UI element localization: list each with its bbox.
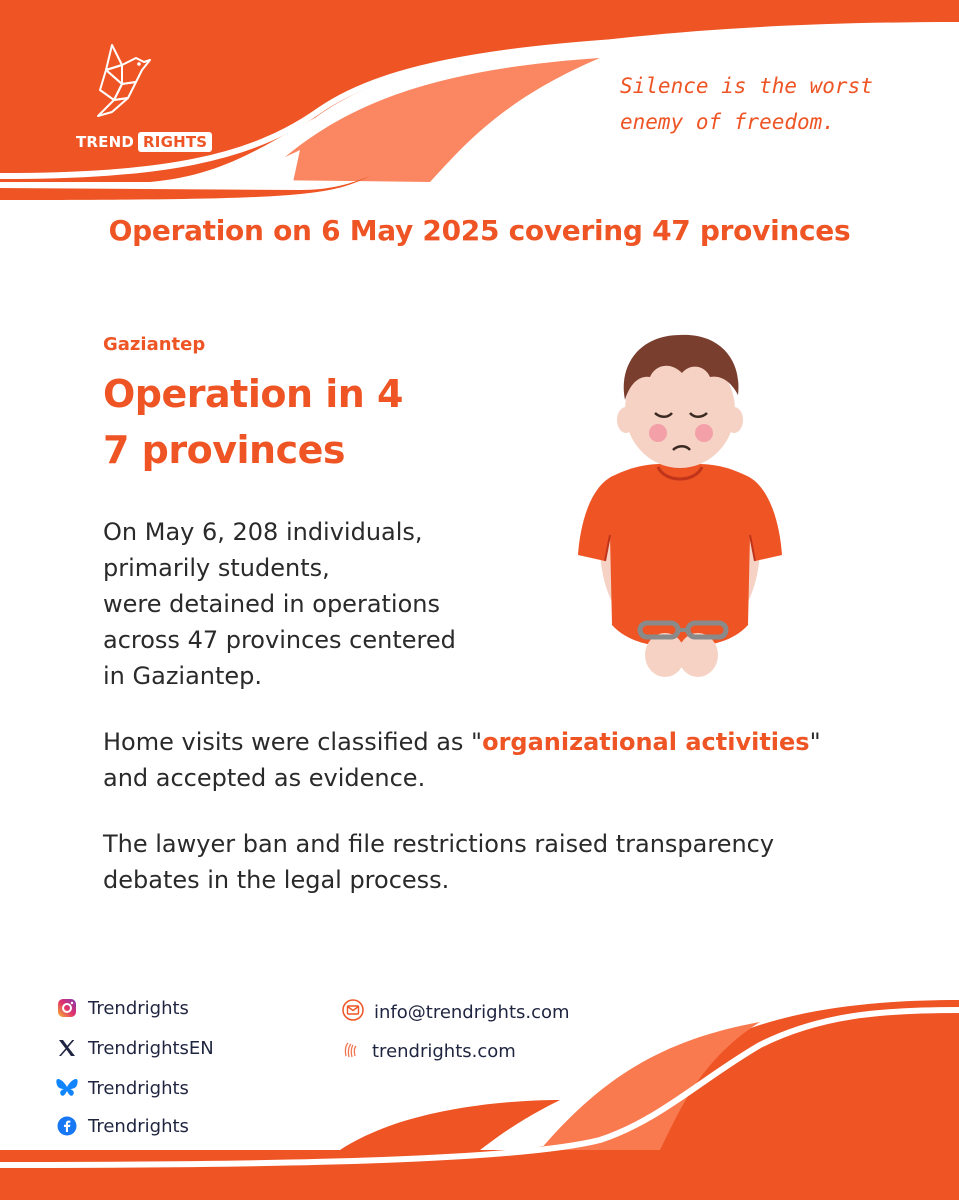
slogan-line-2: enemy of freedom.: [620, 110, 835, 134]
x-logo-icon: [56, 1037, 78, 1059]
paragraph-line: The lawyer ban and file restrictions raised transparency: [103, 830, 775, 858]
paragraph-line: across 47 provinces centered: [103, 626, 456, 654]
x-link[interactable]: [56, 1037, 214, 1059]
instagram-handle: Trendrights: [88, 997, 189, 1019]
paragraph-line: debates in the legal process.: [103, 866, 450, 894]
paragraph-transparency: [103, 826, 863, 898]
headline-line-1: Operation in 4: [103, 372, 403, 416]
paragraph-line: primarily students,: [103, 554, 330, 582]
detained-person-illustration: [570, 325, 800, 685]
paragraph-line: in Gaziantep.: [103, 662, 263, 690]
paragraph-line: On May 6, 208 individuals,: [103, 518, 423, 546]
instagram-link[interactable]: [56, 997, 189, 1019]
mail-icon: [342, 999, 364, 1026]
facebook-handle: Trendrights: [88, 1115, 189, 1137]
paragraph-evidence: [103, 724, 863, 796]
bluesky-link[interactable]: [56, 1077, 189, 1099]
brand-logo: [70, 36, 208, 156]
brand-name-left: TREND: [76, 133, 135, 151]
text-segment: ": [809, 728, 821, 756]
highlight-term: organizational activities: [482, 728, 810, 756]
dove-icon: [92, 40, 162, 120]
website-link[interactable]: [342, 1038, 516, 1065]
paragraph-line: were detained in operations: [103, 590, 440, 618]
text-segment: Home visits were classified as ": [103, 728, 483, 756]
page-title: Operation on 6 May 2025 covering 47 provinces: [108, 214, 851, 247]
paragraph-detentions: [103, 514, 503, 694]
website-url: trendrights.com: [372, 1041, 516, 1062]
x-handle: TrendrightsEN: [88, 1037, 214, 1059]
brand-name-right: RIGHTS: [138, 132, 212, 152]
headline: [103, 366, 523, 478]
instagram-icon: [56, 997, 78, 1019]
paragraph-line: [103, 724, 863, 760]
bluesky-handle: Trendrights: [88, 1077, 189, 1099]
facebook-link[interactable]: [56, 1115, 189, 1137]
fingerprint-icon: [342, 1038, 362, 1065]
paragraph-line: and accepted as evidence.: [103, 764, 426, 792]
bluesky-butterfly-icon: [56, 1077, 78, 1099]
facebook-icon: [56, 1115, 78, 1137]
email-link[interactable]: [342, 999, 570, 1026]
email-address: info@trendrights.com: [374, 1002, 570, 1023]
headline-line-2: 7 provinces: [103, 428, 345, 472]
slogan: [620, 68, 920, 140]
slogan-line-1: Silence is the worst: [620, 74, 873, 98]
brand-wordmark: [76, 132, 212, 152]
city-label: Gaziantep: [103, 334, 206, 355]
